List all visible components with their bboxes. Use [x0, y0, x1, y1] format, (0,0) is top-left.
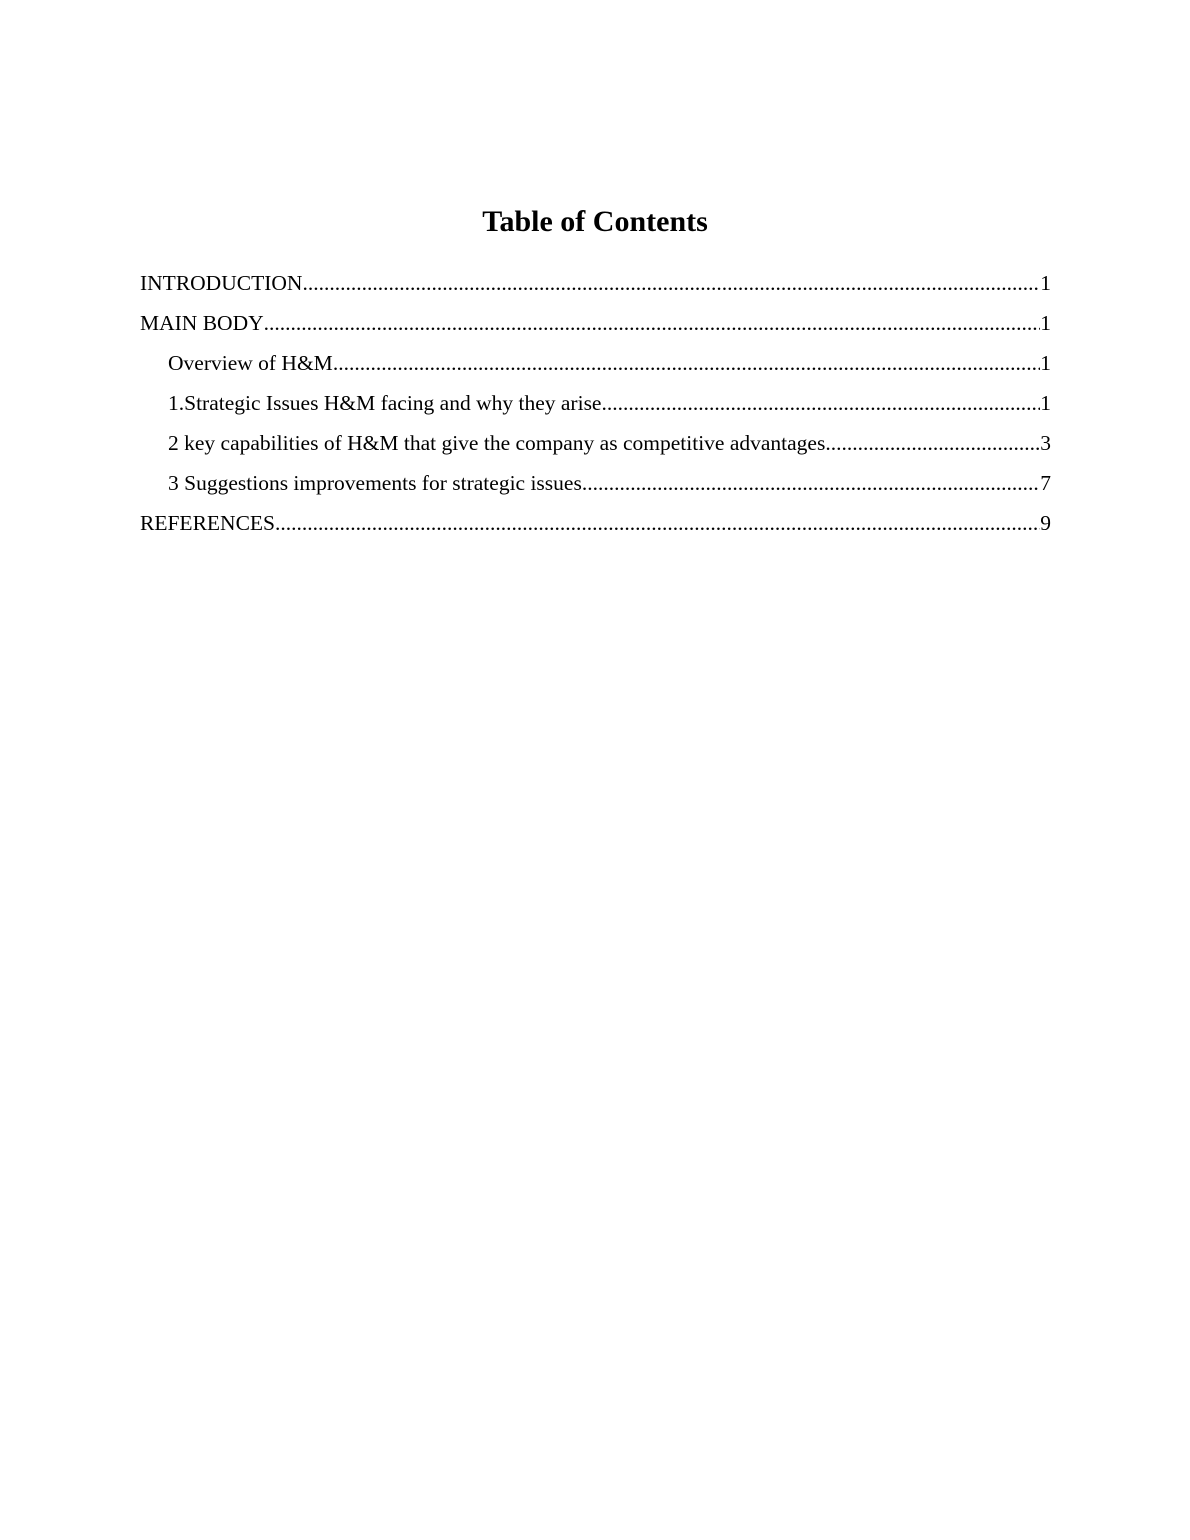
toc-entry-page-number: 1	[1040, 311, 1051, 335]
toc-entry-references[interactable]	[140, 506, 1051, 546]
toc-entry-introduction[interactable]	[140, 266, 1051, 306]
toc-dot-leader	[825, 426, 1040, 460]
toc-entry-page-number: 7	[1040, 471, 1051, 495]
toc-entry-label: 1.Strategic Issues H&M facing and why they arise	[168, 391, 602, 415]
toc-entry-key-capabilities[interactable]	[140, 426, 1051, 466]
toc-entry-label: Overview of H&M	[168, 351, 333, 375]
toc-entry-main-body[interactable]	[140, 306, 1051, 346]
toc-entry-overview[interactable]	[140, 346, 1051, 386]
toc-entry-label: REFERENCES	[140, 511, 275, 535]
toc-dot-leader	[275, 506, 1040, 540]
toc-entry-page-number: 9	[1040, 511, 1051, 535]
toc-entry-page-number: 1	[1040, 351, 1051, 375]
toc-dot-leader	[302, 266, 1040, 300]
toc-entry-label: 2 key capabilities of H&M that give the company as competitive advantages	[168, 431, 826, 455]
toc-entry-page-number: 1	[1040, 271, 1051, 295]
toc-entry-label: INTRODUCTION	[140, 271, 303, 295]
toc-entry-label: MAIN BODY	[140, 311, 264, 335]
toc-entry-label: 3 Suggestions improvements for strategic issues	[168, 471, 582, 495]
toc-dot-leader	[582, 466, 1040, 500]
toc-entry-suggestions[interactable]	[140, 466, 1051, 506]
toc-entry-page-number: 1	[1040, 391, 1051, 415]
toc-list	[140, 266, 1051, 546]
toc-dot-leader	[333, 346, 1040, 380]
toc-entry-page-number: 3	[1040, 431, 1051, 455]
toc-dot-leader	[601, 386, 1040, 420]
toc-entry-strategic-issues[interactable]	[140, 386, 1051, 426]
toc-dot-leader	[264, 306, 1041, 340]
toc-title: Table of Contents	[482, 205, 708, 238]
